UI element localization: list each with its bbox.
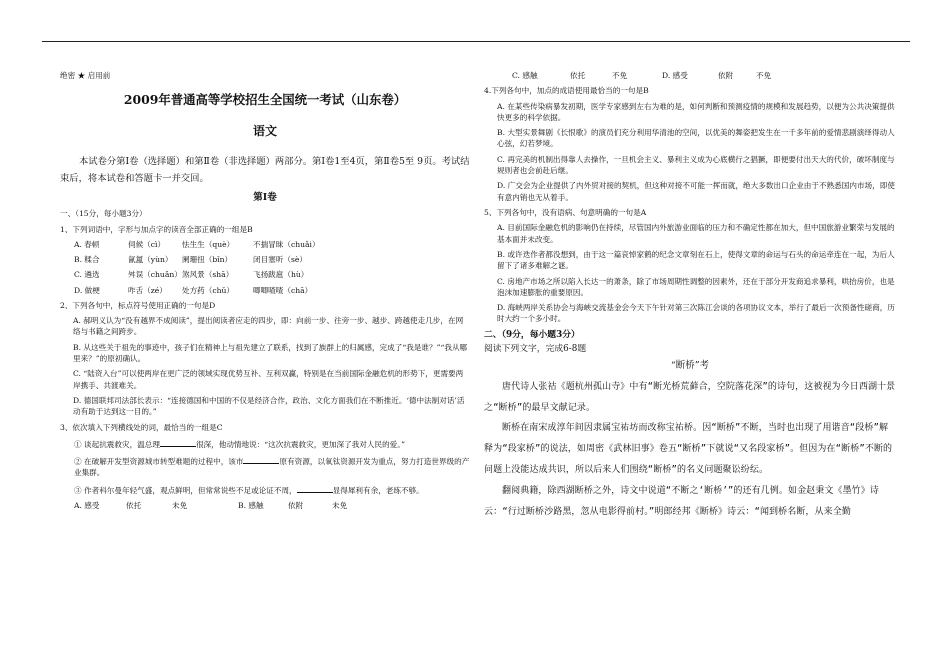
article-title: “断桥”考 <box>670 359 710 371</box>
q3-sentence-3: ③ 作者科尔曼年轻气盛，观点鲜明，但常常说些不足或论证不周， 显得犀利有余，老练不够。 <box>60 483 470 496</box>
q5-option-d: D. 海峡两岸关系协会与海峡交流基金会今天下午针对第三次陈江会谈的各项协议文本，举行了最后一次预备性磋商，历时大约一个多小时。 <box>497 303 895 324</box>
part1-title: 第Ⅰ卷 <box>253 192 277 204</box>
article-paragraph-2: 断桥在南宋成淳年间因隶属宝祐坊而改称宝祐桥。因“断桥”不断，当时也出现了用谐音“段桥”解释为“段家桥”的说法，如周密《武林旧事》卷五“断桥”下就说“又名段家桥”。但因为在“断桥”不断的问题上没能达成共识，所以后来人们围绕“断桥”的名义问题聚讼纷纭。 <box>484 423 893 475</box>
section1-heading: 一、（15分，每小题3分） <box>60 209 147 219</box>
intro-paragraph: 本试卷分第Ⅰ卷（选择题）和第Ⅱ卷（非选择题）两部分。第Ⅰ卷1至4页，第Ⅱ卷5至 9页。考试结束后，将本试卷和答题卡一并交回。 <box>60 156 470 185</box>
q2-option-b: B. 从这些关于祖先的事迹中，孩子们在精神上与祖先建立了联系，找到了族群上的归属感，完成了“我是谁？”“我从哪里来？”的原初确认。 <box>73 342 468 363</box>
left-column <box>60 70 470 515</box>
q2-stem: 2、下列各句中，标点符号使用正确的一句是D <box>60 300 216 310</box>
q5-stem: 5、下列各句中，没有语病、句意明确的一句是A <box>484 207 647 217</box>
q3-sentence-1: ① 谈起抗震救灾，温总理 很深，他动情地说：“这次抗震救灾，更加深了我对人民的爱。” <box>60 437 470 450</box>
q4-stem: 4.下列各句中，加点的成语使用最恰当的一句是B <box>484 86 649 96</box>
top-rule <box>42 41 910 42</box>
article-paragraph-3: 翻阅典籍，除西湖断桥之外，诗文中说道“不断之‘断桥’”的还有几例。如金赵秉文《墨竹》诗云：“行过断桥沙路黑，忽从电影得前村。”明郎经邦《断桥》诗云：“闻到桥名断，从来全勤 <box>484 485 879 517</box>
q4-option-c: C. 再完美的机制出得靠人去操作，一旦机会主义、暴利主义成为心底横行之猖獗，即便要付出天大的代价，破坏制度与规则者也会前赴后继。 <box>497 154 895 175</box>
q5-option-b: B. 或许迭作者都没想到，由于这一篇哀悼家鹤的纪念文章刻在石上，使得文章的命运与石头的命运牵连在一起，为后人留下了诸多难解之谜。 <box>497 249 895 271</box>
q1-option-a: A. 春顿 伺候（cì） 怯生生（què） 不揣冒昧（chuǎi） <box>74 239 320 249</box>
q1-stem: 1、下列词语中，字形与加点字的读音全部正确的一组是B <box>60 224 253 234</box>
right-column <box>484 70 896 522</box>
exam-title: 2009年普通高等学校招生全国统一考试（山东卷） <box>123 92 407 108</box>
q4-option-a: A. 在某些传染病暴发初期，医学专家感到左右为难的是，如何判断和预测疫情的规模和发展趋势，以便为公共决策提供快更多的科学依据。 <box>497 101 895 122</box>
q1-option-d: D. 做梗 咋舌（zé） 处方药（chǔ） 唧唧喳喳（chā） <box>74 285 313 295</box>
secret-label: 绝密 ★ 启用前 <box>60 71 111 80</box>
q5-option-c: C. 房地产市场之所以陷入长达一的萧条，除了市场周期性调整的因素外，还在于部分开发商追求暴利，哄抬房价，也是泡沫加速膨胀的重要原因。 <box>497 276 895 297</box>
q4-option-b: B. 大型实景舞剧《长恨歌》的演员们充分利用华清池的空间，以优美的舞姿把发生在一千多年前的爱情悲剧演绎得动人心弦，幻若梦境。 <box>497 128 895 149</box>
subject-title: 语文 <box>252 124 277 139</box>
reading-instruction: 阅读下列文字，完成6-8题 <box>484 343 587 354</box>
q2-option-d: D. 德国联邦司法部长表示：“连接德国和中国的不仅是经济合作，政治、文化方面我们在不断推近。‘德中法制对话’活动有助于达到这一目的。” <box>73 395 465 417</box>
q1-option-b: B. 糅合 氤氲（yùn） 阑珊扭（bǐn） 闭目塞听（sè） <box>74 255 307 265</box>
q5-option-a: A. 目前国际金融危机的影响仍在持续，尽管国内外旅游业面临的压力和不确定性都在加大，但中国旅游业繁荣与发展的基本面并未改变。 <box>497 223 895 244</box>
q2-option-c: C. “陆资入台”可以使两岸在更广泛的领域实现优势互补、互利双赢，特别是在当前国际金融危机的形势下，更需要两岸携手、共渡难关。 <box>73 369 464 390</box>
q3-options-cd: C. 感触 依托 不免 D. 感受 依附 不免 <box>512 71 772 80</box>
q3-options-ab: A. 感受 依托 未免 B. 感触 依附 未免 <box>74 501 348 511</box>
q4-option-d: D. 广交会为企业提供了内外贸对接的契机，但这种对接不可能一挥而就，绝大多数出口企业由于不熟悉国内市场，即使有意内销也无从着手。 <box>497 181 895 202</box>
q3-sentence-2: ② 在破解开发型资源城市转型难题的过程中，该市 原有资源，以氧钛资源开发为重点，努力打造世界级的产业集群。 <box>60 454 470 478</box>
q1-option-c: C. 遴选 舛误（chuǎn） 煞风景（shā） 飞扬跋扈（hù） <box>74 270 309 280</box>
q2-option-a: A. 郝明义认为“没有越界不成阅读”，提出阅读者应走的四步，即：向前一步、往旁一步、越步、跨越使走几步，在网络与书籍之间跨步。 <box>73 316 464 337</box>
q3-stem: 3、依次填入下列横线处的词，最恰当的一组是C <box>60 422 223 432</box>
section2-heading: 二、（9分，每小题3分） <box>484 329 580 340</box>
article-paragraph-1: 唐代诗人张祜《题杭州孤山寺》中有“断光桥荒藓合，空院落花深”的诗句，这被视为今日西湖十景之“断桥”的最早文献记录。 <box>484 381 896 413</box>
